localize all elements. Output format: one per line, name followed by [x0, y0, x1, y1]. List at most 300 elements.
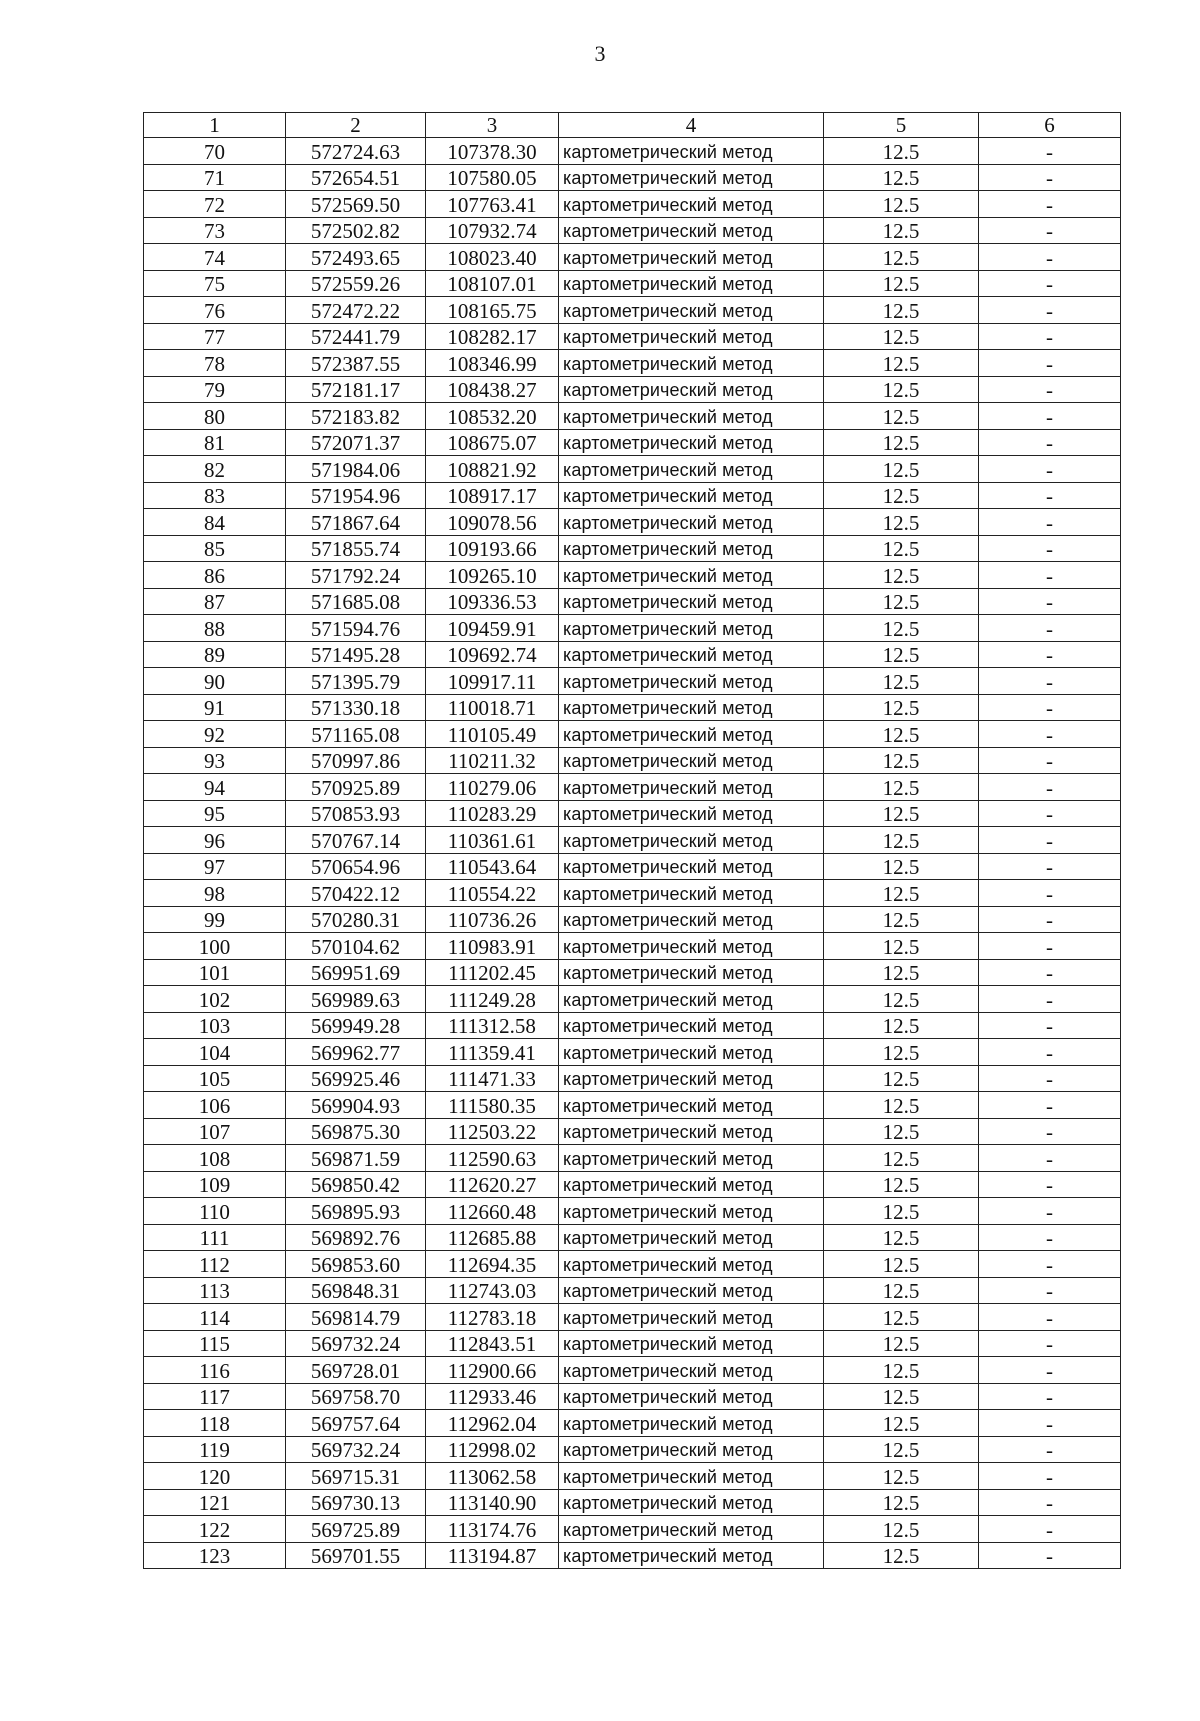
y-coordinate-cell: 110983.91	[426, 933, 559, 960]
y-coordinate-cell: 113062.58	[426, 1463, 559, 1490]
y-coordinate-cell: 108282.17	[426, 323, 559, 350]
method-cell: картометрический метод	[559, 774, 824, 801]
x-coordinate-cell: 571395.79	[286, 668, 426, 695]
method-cell: картометрический метод	[559, 1012, 824, 1039]
table-row	[144, 1410, 1121, 1437]
note-cell: -	[979, 191, 1121, 218]
table-row	[144, 588, 1121, 615]
x-coordinate-cell: 572569.50	[286, 191, 426, 218]
point-number-cell: 101	[144, 959, 286, 986]
point-number-cell: 123	[144, 1542, 286, 1569]
accuracy-cell: 12.5	[824, 588, 979, 615]
method-cell: картометрический метод	[559, 562, 824, 589]
table-row	[144, 1012, 1121, 1039]
x-coordinate-cell: 569949.28	[286, 1012, 426, 1039]
method-cell: картометрический метод	[559, 668, 824, 695]
accuracy-cell: 12.5	[824, 562, 979, 589]
x-coordinate-cell: 569951.69	[286, 959, 426, 986]
method-cell: картометрический метод	[559, 959, 824, 986]
accuracy-cell: 12.5	[824, 376, 979, 403]
x-coordinate-cell: 569732.24	[286, 1330, 426, 1357]
y-coordinate-cell: 109265.10	[426, 562, 559, 589]
note-cell: -	[979, 164, 1121, 191]
accuracy-cell: 12.5	[824, 270, 979, 297]
table-row	[144, 959, 1121, 986]
point-number-cell: 91	[144, 694, 286, 721]
y-coordinate-cell: 109078.56	[426, 509, 559, 536]
y-coordinate-cell: 109193.66	[426, 535, 559, 562]
point-number-cell: 114	[144, 1304, 286, 1331]
method-cell: картометрический метод	[559, 1463, 824, 1490]
point-number-cell: 75	[144, 270, 286, 297]
accuracy-cell: 12.5	[824, 615, 979, 642]
point-number-cell: 92	[144, 721, 286, 748]
accuracy-cell: 12.5	[824, 986, 979, 1013]
accuracy-cell: 12.5	[824, 191, 979, 218]
x-coordinate-cell: 569904.93	[286, 1092, 426, 1119]
point-number-cell: 70	[144, 138, 286, 165]
accuracy-cell: 12.5	[824, 164, 979, 191]
x-coordinate-cell: 572441.79	[286, 323, 426, 350]
note-cell: -	[979, 1489, 1121, 1516]
point-number-cell: 122	[144, 1516, 286, 1543]
table-row	[144, 1065, 1121, 1092]
y-coordinate-cell: 112743.03	[426, 1277, 559, 1304]
note-cell: -	[979, 1224, 1121, 1251]
table-row	[144, 906, 1121, 933]
x-coordinate-cell: 571495.28	[286, 641, 426, 668]
y-coordinate-cell: 107932.74	[426, 217, 559, 244]
method-cell: картометрический метод	[559, 588, 824, 615]
point-number-cell: 83	[144, 482, 286, 509]
accuracy-cell: 12.5	[824, 959, 979, 986]
accuracy-cell: 12.5	[824, 1463, 979, 1490]
y-coordinate-cell: 112590.63	[426, 1145, 559, 1172]
table-row	[144, 244, 1121, 271]
point-number-cell: 120	[144, 1463, 286, 1490]
note-cell: -	[979, 403, 1121, 430]
method-cell: картометрический метод	[559, 1436, 824, 1463]
accuracy-cell: 12.5	[824, 800, 979, 827]
point-number-cell: 109	[144, 1171, 286, 1198]
method-cell: картометрический метод	[559, 615, 824, 642]
accuracy-cell: 12.5	[824, 721, 979, 748]
method-cell: картометрический метод	[559, 429, 824, 456]
accuracy-cell: 12.5	[824, 1251, 979, 1278]
note-cell: -	[979, 1463, 1121, 1490]
point-number-cell: 110	[144, 1198, 286, 1225]
y-coordinate-cell: 108532.20	[426, 403, 559, 430]
accuracy-cell: 12.5	[824, 827, 979, 854]
accuracy-cell: 12.5	[824, 906, 979, 933]
method-cell: картометрический метод	[559, 482, 824, 509]
accuracy-cell: 12.5	[824, 641, 979, 668]
point-number-cell: 76	[144, 297, 286, 324]
method-cell: картометрический метод	[559, 164, 824, 191]
method-cell: картометрический метод	[559, 1304, 824, 1331]
y-coordinate-cell: 109692.74	[426, 641, 559, 668]
note-cell: -	[979, 482, 1121, 509]
accuracy-cell: 12.5	[824, 535, 979, 562]
method-cell: картометрический метод	[559, 376, 824, 403]
y-coordinate-cell: 108917.17	[426, 482, 559, 509]
note-cell: -	[979, 217, 1121, 244]
table-row	[144, 615, 1121, 642]
method-cell: картометрический метод	[559, 853, 824, 880]
column-header: 4	[559, 113, 824, 138]
y-coordinate-cell: 112933.46	[426, 1383, 559, 1410]
method-cell: картометрический метод	[559, 191, 824, 218]
point-number-cell: 88	[144, 615, 286, 642]
x-coordinate-cell: 571792.24	[286, 562, 426, 589]
accuracy-cell: 12.5	[824, 217, 979, 244]
note-cell: -	[979, 1251, 1121, 1278]
method-cell: картометрический метод	[559, 244, 824, 271]
table-row	[144, 774, 1121, 801]
table-row	[144, 800, 1121, 827]
table-row	[144, 403, 1121, 430]
y-coordinate-cell: 113194.87	[426, 1542, 559, 1569]
y-coordinate-cell: 109459.91	[426, 615, 559, 642]
point-number-cell: 117	[144, 1383, 286, 1410]
x-coordinate-cell: 569758.70	[286, 1383, 426, 1410]
point-number-cell: 113	[144, 1277, 286, 1304]
page-number: 3	[594, 41, 606, 66]
table-row	[144, 1542, 1121, 1569]
table-row	[144, 1145, 1121, 1172]
accuracy-cell: 12.5	[824, 1542, 979, 1569]
y-coordinate-cell: 111202.45	[426, 959, 559, 986]
method-cell: картометрический метод	[559, 880, 824, 907]
accuracy-cell: 12.5	[824, 880, 979, 907]
note-cell: -	[979, 1542, 1121, 1569]
accuracy-cell: 12.5	[824, 933, 979, 960]
note-cell: -	[979, 747, 1121, 774]
note-cell: -	[979, 588, 1121, 615]
x-coordinate-cell: 569875.30	[286, 1118, 426, 1145]
x-coordinate-cell: 572493.65	[286, 244, 426, 271]
method-cell: картометрический метод	[559, 403, 824, 430]
point-number-cell: 98	[144, 880, 286, 907]
table-row	[144, 270, 1121, 297]
point-number-cell: 100	[144, 933, 286, 960]
accuracy-cell: 12.5	[824, 1224, 979, 1251]
point-number-cell: 111	[144, 1224, 286, 1251]
point-number-cell: 95	[144, 800, 286, 827]
point-number-cell: 99	[144, 906, 286, 933]
method-cell: картометрический метод	[559, 323, 824, 350]
y-coordinate-cell: 112503.22	[426, 1118, 559, 1145]
point-number-cell: 104	[144, 1039, 286, 1066]
accuracy-cell: 12.5	[824, 1092, 979, 1119]
note-cell: -	[979, 906, 1121, 933]
y-coordinate-cell: 112694.35	[426, 1251, 559, 1278]
x-coordinate-cell: 570997.86	[286, 747, 426, 774]
table-row	[144, 933, 1121, 960]
x-coordinate-cell: 570767.14	[286, 827, 426, 854]
y-coordinate-cell: 108675.07	[426, 429, 559, 456]
note-cell: -	[979, 1065, 1121, 1092]
point-number-cell: 71	[144, 164, 286, 191]
note-cell: -	[979, 853, 1121, 880]
table-row	[144, 1436, 1121, 1463]
x-coordinate-cell: 569925.46	[286, 1065, 426, 1092]
accuracy-cell: 12.5	[824, 482, 979, 509]
y-coordinate-cell: 111249.28	[426, 986, 559, 1013]
x-coordinate-cell: 572502.82	[286, 217, 426, 244]
x-coordinate-cell: 569701.55	[286, 1542, 426, 1569]
y-coordinate-cell: 108438.27	[426, 376, 559, 403]
x-coordinate-cell: 569725.89	[286, 1516, 426, 1543]
method-cell: картометрический метод	[559, 906, 824, 933]
method-cell: картометрический метод	[559, 800, 824, 827]
note-cell: -	[979, 1383, 1121, 1410]
y-coordinate-cell: 110736.26	[426, 906, 559, 933]
accuracy-cell: 12.5	[824, 1330, 979, 1357]
x-coordinate-cell: 569989.63	[286, 986, 426, 1013]
method-cell: картометрический метод	[559, 1383, 824, 1410]
x-coordinate-cell: 571954.96	[286, 482, 426, 509]
y-coordinate-cell: 108821.92	[426, 456, 559, 483]
method-cell: картометрический метод	[559, 456, 824, 483]
note-cell: -	[979, 1171, 1121, 1198]
table-row	[144, 535, 1121, 562]
note-cell: -	[979, 668, 1121, 695]
point-number-cell: 77	[144, 323, 286, 350]
note-cell: -	[979, 1092, 1121, 1119]
note-cell: -	[979, 1304, 1121, 1331]
y-coordinate-cell: 107763.41	[426, 191, 559, 218]
point-number-cell: 73	[144, 217, 286, 244]
x-coordinate-cell: 572472.22	[286, 297, 426, 324]
table-row	[144, 1039, 1121, 1066]
y-coordinate-cell: 110279.06	[426, 774, 559, 801]
table-row	[144, 562, 1121, 589]
x-coordinate-cell: 571855.74	[286, 535, 426, 562]
x-coordinate-cell: 571984.06	[286, 456, 426, 483]
x-coordinate-cell: 571330.18	[286, 694, 426, 721]
y-coordinate-cell: 108346.99	[426, 350, 559, 377]
y-coordinate-cell: 110105.49	[426, 721, 559, 748]
x-coordinate-cell: 572071.37	[286, 429, 426, 456]
note-cell: -	[979, 615, 1121, 642]
note-cell: -	[979, 562, 1121, 589]
accuracy-cell: 12.5	[824, 1410, 979, 1437]
table-row	[144, 1251, 1121, 1278]
y-coordinate-cell: 111359.41	[426, 1039, 559, 1066]
method-cell: картометрический метод	[559, 1171, 824, 1198]
accuracy-cell: 12.5	[824, 1436, 979, 1463]
x-coordinate-cell: 570104.62	[286, 933, 426, 960]
x-coordinate-cell: 569730.13	[286, 1489, 426, 1516]
point-number-cell: 107	[144, 1118, 286, 1145]
accuracy-cell: 12.5	[824, 509, 979, 536]
x-coordinate-cell: 570853.93	[286, 800, 426, 827]
column-header: 5	[824, 113, 979, 138]
point-number-cell: 80	[144, 403, 286, 430]
point-number-cell: 93	[144, 747, 286, 774]
table-row	[144, 350, 1121, 377]
accuracy-cell: 12.5	[824, 1145, 979, 1172]
method-cell: картометрический метод	[559, 1224, 824, 1251]
accuracy-cell: 12.5	[824, 774, 979, 801]
accuracy-cell: 12.5	[824, 350, 979, 377]
method-cell: картометрический метод	[559, 1118, 824, 1145]
method-cell: картометрический метод	[559, 747, 824, 774]
x-coordinate-cell: 569814.79	[286, 1304, 426, 1331]
x-coordinate-cell: 569715.31	[286, 1463, 426, 1490]
point-number-cell: 108	[144, 1145, 286, 1172]
accuracy-cell: 12.5	[824, 1516, 979, 1543]
method-cell: картометрический метод	[559, 694, 824, 721]
point-number-cell: 79	[144, 376, 286, 403]
point-number-cell: 115	[144, 1330, 286, 1357]
table-row	[144, 138, 1121, 165]
table-row	[144, 191, 1121, 218]
table-row	[144, 482, 1121, 509]
point-number-cell: 85	[144, 535, 286, 562]
table-row	[144, 1277, 1121, 1304]
accuracy-cell: 12.5	[824, 694, 979, 721]
x-coordinate-cell: 569850.42	[286, 1171, 426, 1198]
point-number-cell: 116	[144, 1357, 286, 1384]
point-number-cell: 90	[144, 668, 286, 695]
note-cell: -	[979, 244, 1121, 271]
note-cell: -	[979, 1198, 1121, 1225]
column-header: 2	[286, 113, 426, 138]
method-cell: картометрический метод	[559, 1039, 824, 1066]
y-coordinate-cell: 111471.33	[426, 1065, 559, 1092]
table-row	[144, 1304, 1121, 1331]
note-cell: -	[979, 509, 1121, 536]
accuracy-cell: 12.5	[824, 853, 979, 880]
table-row	[144, 694, 1121, 721]
note-cell: -	[979, 1330, 1121, 1357]
y-coordinate-cell: 107580.05	[426, 164, 559, 191]
accuracy-cell: 12.5	[824, 1118, 979, 1145]
table-row	[144, 986, 1121, 1013]
x-coordinate-cell: 572559.26	[286, 270, 426, 297]
x-coordinate-cell: 570280.31	[286, 906, 426, 933]
table-row	[144, 1489, 1121, 1516]
method-cell: картометрический метод	[559, 1542, 824, 1569]
x-coordinate-cell: 569962.77	[286, 1039, 426, 1066]
x-coordinate-cell: 570925.89	[286, 774, 426, 801]
method-cell: картометрический метод	[559, 1516, 824, 1543]
accuracy-cell: 12.5	[824, 1039, 979, 1066]
table-row	[144, 1224, 1121, 1251]
note-cell: -	[979, 1039, 1121, 1066]
table-row	[144, 827, 1121, 854]
note-cell: -	[979, 959, 1121, 986]
y-coordinate-cell: 110283.29	[426, 800, 559, 827]
point-number-cell: 119	[144, 1436, 286, 1463]
y-coordinate-cell: 109917.11	[426, 668, 559, 695]
method-cell: картометрический метод	[559, 1489, 824, 1516]
accuracy-cell: 12.5	[824, 297, 979, 324]
x-coordinate-cell: 569853.60	[286, 1251, 426, 1278]
point-number-cell: 89	[144, 641, 286, 668]
accuracy-cell: 12.5	[824, 1277, 979, 1304]
y-coordinate-cell: 112843.51	[426, 1330, 559, 1357]
x-coordinate-cell: 571594.76	[286, 615, 426, 642]
table-row	[144, 429, 1121, 456]
table-header-row	[144, 113, 1121, 138]
y-coordinate-cell: 110211.32	[426, 747, 559, 774]
table-row	[144, 641, 1121, 668]
table-body	[144, 138, 1121, 1569]
y-coordinate-cell: 111580.35	[426, 1092, 559, 1119]
note-cell: -	[979, 933, 1121, 960]
accuracy-cell: 12.5	[824, 403, 979, 430]
y-coordinate-cell: 112900.66	[426, 1357, 559, 1384]
point-number-cell: 86	[144, 562, 286, 589]
note-cell: -	[979, 1357, 1121, 1384]
note-cell: -	[979, 138, 1121, 165]
table-row	[144, 164, 1121, 191]
note-cell: -	[979, 323, 1121, 350]
note-cell: -	[979, 429, 1121, 456]
point-number-cell: 102	[144, 986, 286, 1013]
x-coordinate-cell: 572181.17	[286, 376, 426, 403]
method-cell: картометрический метод	[559, 350, 824, 377]
table-row	[144, 880, 1121, 907]
method-cell: картометрический метод	[559, 1198, 824, 1225]
method-cell: картометрический метод	[559, 986, 824, 1013]
column-header: 3	[426, 113, 559, 138]
point-number-cell: 103	[144, 1012, 286, 1039]
y-coordinate-cell: 112962.04	[426, 1410, 559, 1437]
method-cell: картометрический метод	[559, 933, 824, 960]
note-cell: -	[979, 641, 1121, 668]
note-cell: -	[979, 456, 1121, 483]
y-coordinate-cell: 112998.02	[426, 1436, 559, 1463]
table-row	[144, 1516, 1121, 1543]
y-coordinate-cell: 112660.48	[426, 1198, 559, 1225]
x-coordinate-cell: 572724.63	[286, 138, 426, 165]
table-row	[144, 323, 1121, 350]
note-cell: -	[979, 800, 1121, 827]
method-cell: картометрический метод	[559, 535, 824, 562]
method-cell: картометрический метод	[559, 1357, 824, 1384]
x-coordinate-cell: 569848.31	[286, 1277, 426, 1304]
column-header: 6	[979, 113, 1121, 138]
y-coordinate-cell: 108165.75	[426, 297, 559, 324]
table-row	[144, 1357, 1121, 1384]
note-cell: -	[979, 774, 1121, 801]
note-cell: -	[979, 1516, 1121, 1543]
point-number-cell: 84	[144, 509, 286, 536]
x-coordinate-cell: 571685.08	[286, 588, 426, 615]
x-coordinate-cell: 572387.55	[286, 350, 426, 377]
method-cell: картометрический метод	[559, 509, 824, 536]
method-cell: картометрический метод	[559, 1065, 824, 1092]
note-cell: -	[979, 1118, 1121, 1145]
y-coordinate-cell: 112783.18	[426, 1304, 559, 1331]
note-cell: -	[979, 1436, 1121, 1463]
note-cell: -	[979, 1277, 1121, 1304]
accuracy-cell: 12.5	[824, 456, 979, 483]
table-row	[144, 747, 1121, 774]
y-coordinate-cell: 109336.53	[426, 588, 559, 615]
y-coordinate-cell: 110018.71	[426, 694, 559, 721]
x-coordinate-cell: 570654.96	[286, 853, 426, 880]
accuracy-cell: 12.5	[824, 1304, 979, 1331]
point-number-cell: 118	[144, 1410, 286, 1437]
accuracy-cell: 12.5	[824, 1171, 979, 1198]
accuracy-cell: 12.5	[824, 747, 979, 774]
table-row	[144, 509, 1121, 536]
